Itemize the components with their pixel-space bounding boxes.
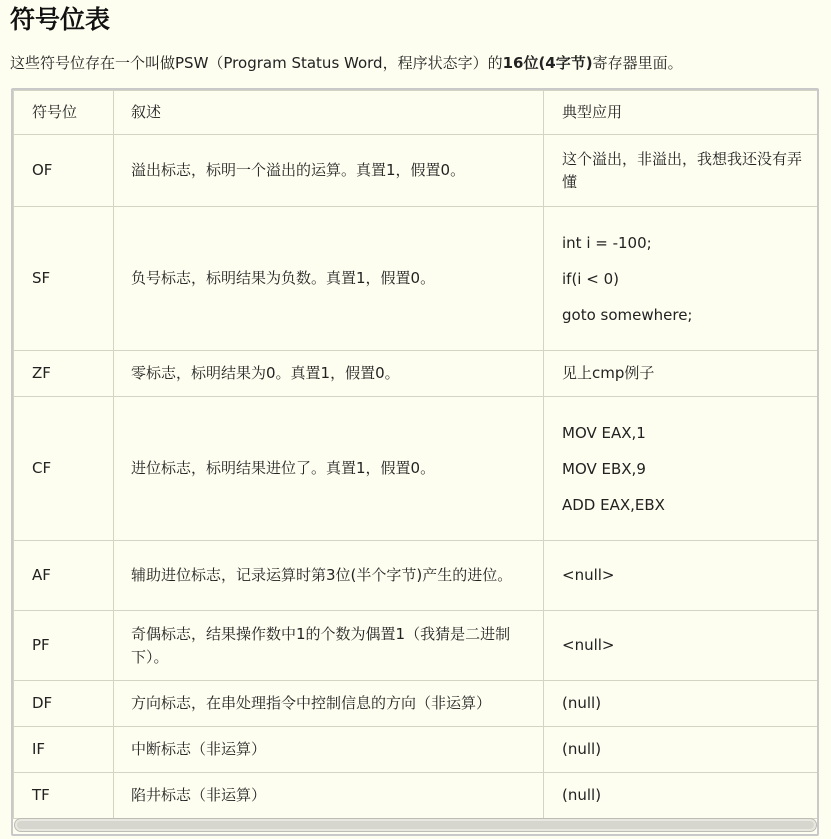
usage-line: ADD EAX,EBX <box>562 495 665 514</box>
flags-table-container <box>11 88 819 836</box>
table-row <box>14 135 820 207</box>
table-row <box>14 681 820 727</box>
table-row <box>14 397 820 541</box>
description-cell: 中断标志（非运算） <box>114 727 544 773</box>
usage-line: 这个溢出，非溢出，我想我还没有弄懂 <box>562 149 803 191</box>
usage-cell <box>544 397 820 541</box>
flag-cell: SF <box>14 207 114 351</box>
intro-text-bold: 16位(4字节) <box>502 54 593 72</box>
flag-cell: OF <box>14 135 114 207</box>
header-flag: 符号位 <box>14 91 114 135</box>
usage-line: (null) <box>562 694 602 712</box>
intro-paragraph <box>10 52 683 74</box>
usage-line: MOV EAX,1 <box>562 423 646 442</box>
usage-cell <box>544 351 820 397</box>
flag-cell: PF <box>14 611 114 681</box>
usage-line: <null> <box>562 566 615 584</box>
table-row <box>14 207 820 351</box>
flag-cell: AF <box>14 541 114 611</box>
usage-cell <box>544 727 820 773</box>
usage-cell <box>544 207 820 351</box>
horizontal-scrollbar[interactable] <box>14 818 817 832</box>
flag-cell: ZF <box>14 351 114 397</box>
flag-cell: CF <box>14 397 114 541</box>
description-cell: 奇偶标志，结果操作数中1的个数为偶置1（我猜是二进制下）。 <box>114 611 544 681</box>
flag-cell: DF <box>14 681 114 727</box>
usage-cell <box>544 541 820 611</box>
usage-line: goto somewhere; <box>562 305 693 324</box>
usage-line: MOV EBX,9 <box>562 459 646 478</box>
flag-cell: TF <box>14 773 114 819</box>
table-row <box>14 351 820 397</box>
description-cell: 陷井标志（非运算） <box>114 773 544 819</box>
table-body <box>14 135 820 819</box>
usage-cell <box>544 611 820 681</box>
usage-cell <box>544 773 820 819</box>
intro-text-prefix: 这些符号位存在一个叫做PSW（Program Status Word，程序状态字）的 <box>10 54 503 72</box>
header-usage: 典型应用 <box>544 91 820 135</box>
description-cell: 零标志，标明结果为0。真置1，假置0。 <box>114 351 544 397</box>
description-cell: 方向标志，在串处理指令中控制信息的方向（非运算） <box>114 681 544 727</box>
header-description: 叙述 <box>114 91 544 135</box>
description-cell: 溢出标志，标明一个溢出的运算。真置1，假置0。 <box>114 135 544 207</box>
description-cell: 辅助进位标志，记录运算时第3位(半个字节)产生的进位。 <box>114 541 544 611</box>
table-row <box>14 541 820 611</box>
flags-table <box>13 90 819 819</box>
usage-line: if(i < 0) <box>562 269 619 288</box>
usage-line: (null) <box>562 740 602 758</box>
table-header-row <box>14 91 820 135</box>
scrollbar-thumb[interactable] <box>17 821 814 829</box>
usage-cell <box>544 681 820 727</box>
description-cell: 负号标志，标明结果为负数。真置1，假置0。 <box>114 207 544 351</box>
usage-line: int i = -100; <box>562 233 652 252</box>
table-row <box>14 611 820 681</box>
table-row <box>14 727 820 773</box>
usage-cell <box>544 135 820 207</box>
usage-line: (null) <box>562 786 602 804</box>
page-title: 符号位表 <box>10 5 111 34</box>
description-cell: 进位标志，标明结果进位了。真置1，假置0。 <box>114 397 544 541</box>
usage-line: 见上cmp例子 <box>562 364 655 382</box>
usage-line: <null> <box>562 636 615 654</box>
intro-text-suffix: 寄存器里面。 <box>592 54 683 72</box>
flag-cell: IF <box>14 727 114 773</box>
table-row <box>14 773 820 819</box>
